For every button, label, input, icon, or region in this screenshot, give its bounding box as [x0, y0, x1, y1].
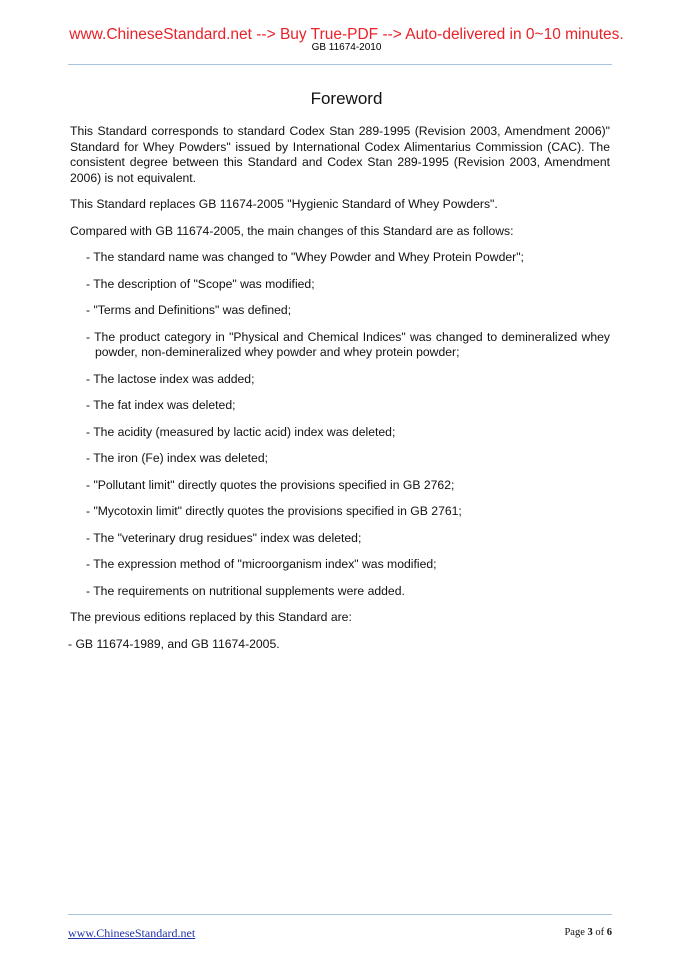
document-number: GB 11674-2010	[311, 42, 382, 53]
change-item: - "Pollutant limit" directly quotes the provisions specified in GB 2762;	[86, 477, 455, 492]
change-item: - The acidity (measured by lactic acid) index was deleted;	[86, 424, 396, 439]
header-divider	[68, 64, 612, 65]
change-item: - "Terms and Definitions" was defined;	[86, 303, 292, 317]
page-indicator	[564, 927, 612, 938]
change-item: - The "veterinary drug residues" index was deleted;	[86, 530, 362, 545]
foreword-body	[70, 124, 610, 652]
change-item: - The standard name was changed to "Whey Powder and Whey Protein Powder";	[86, 250, 524, 264]
replaces-paragraph: This Standard replaces GB 11674-2005 "Hygienic Standard of Whey Powders".	[70, 197, 498, 211]
intro-paragraph: This Standard corresponds to standard Codex Stan 289-1995 (Revision 2003, Amendment 2006)" Standard for Whey Powders" issued by International Codex Alimentarius Commission (CAC). The consistent degree between this Standard and Codex Stan 289-1995 (Revision 2003, Amendment 2006) is not equivalent.	[70, 124, 610, 185]
page-current: 3	[587, 927, 593, 938]
change-item: - The expression method of "microorganism index" was modified;	[86, 557, 437, 571]
page-label: Page	[564, 927, 585, 938]
change-item: - "Mycotoxin limit" directly quotes the provisions specified in GB 2761;	[86, 504, 462, 518]
change-item: - The iron (Fe) index was deleted;	[86, 451, 268, 465]
change-item: - The lactose index was added;	[86, 371, 255, 386]
page-total: 6	[606, 927, 612, 938]
change-item: - The requirements on nutritional supplements were added.	[86, 583, 405, 598]
page-of: of	[595, 927, 605, 938]
changes-intro: Compared with GB 11674-2005, the main changes of this Standard are as follows:	[70, 223, 514, 238]
change-item: - The fat index was deleted;	[86, 398, 236, 412]
change-item: - The product category in "Physical and Chemical Indices" was changed to demineralized whey powder, non-demineralized whey powder and whey protein powder;	[86, 329, 610, 359]
previous-editions-intro: The previous editions replaced by this Standard are:	[70, 610, 352, 624]
page-title: Foreword	[310, 89, 383, 108]
previous-editions-list: - GB 11674-1989, and GB 11674-2005.	[68, 636, 280, 651]
change-item: - The description of "Scope" was modified;	[86, 276, 315, 291]
promo-banner-link[interactable]: www.ChineseStandard.net --> Buy True-PDF --> Auto-delivered in 0~10 minutes.	[69, 26, 624, 43]
footer-site-link[interactable]: www.ChineseStandard.net	[68, 926, 196, 940]
footer-divider	[68, 914, 612, 915]
